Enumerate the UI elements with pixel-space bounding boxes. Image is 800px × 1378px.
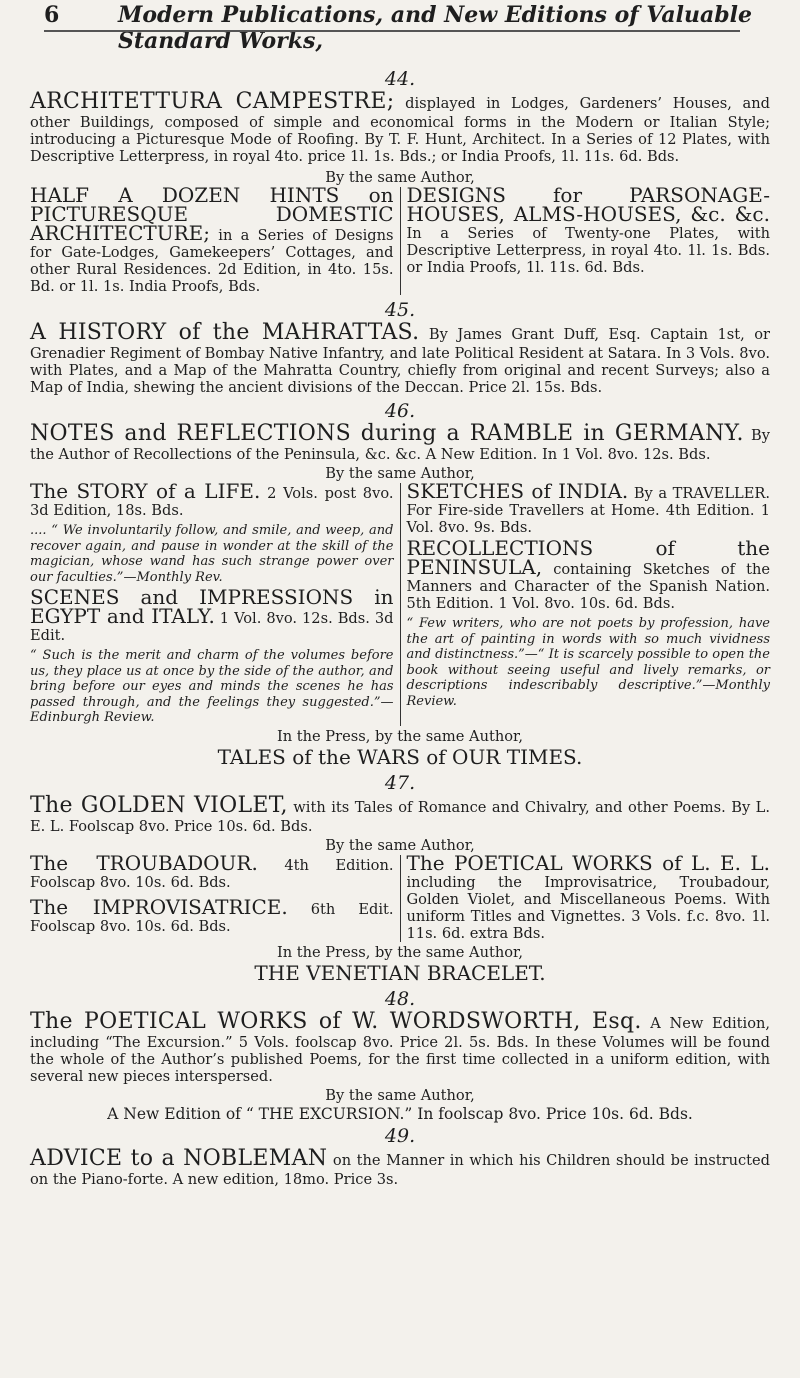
entry-44 (30, 68, 770, 295)
by-same-author: By the same Author, (325, 836, 475, 854)
entry-title: A HISTORY of the MAHRATTAS. (30, 320, 420, 345)
entry-title: The GOLDEN VIOLET, (30, 792, 288, 818)
entry-47 (30, 772, 770, 984)
entry-number: 45. (384, 299, 416, 321)
entry-text (30, 1010, 770, 1085)
column-title: HALF A DOZEN HINTS on PICTURESQUE DOMESTIC ARCHITECTURE; (30, 183, 394, 245)
column-body: 2 Vols. post 8vo. 3d Edition, 18s. Bds. (30, 485, 394, 519)
running-title: Modern Publications, and New Editions of Valuable Standard Works, (118, 2, 753, 54)
entry-title: ADVICE to a NOBLEMAN (30, 1145, 328, 1171)
page-header (30, 0, 770, 54)
entry-title: The POETICAL WORKS of W. WORDSWORTH, Esq. (30, 1008, 642, 1034)
review-quote: “ Few writers, who are not poets by profession, have the art of painting in words with so much vividness and distinctness.”—“ It is scarcely possible to open the book without seeing useful and lively remarks, or descriptions indescribably descriptive.”—Monthly Review. (406, 616, 770, 709)
column-title: DESIGNS for PARSONAGE-HOUSES, ALMS-HOUSES, &c. &c. (406, 183, 770, 226)
column-body: including the Improvisatrice, Troubadour, Golden Violet, and Miscellaneous Poems. With uniform Titles and Vignettes. 3 Vols. f.c. 8vo. 1l. 11s. 6d. extra Bds. (406, 873, 770, 942)
in-press-note: In the Press, by the same Author, (276, 727, 524, 745)
review-quote: .... “ We involuntarily follow, and smile, and weep, and recover again, and pause in wonder at the skill of the magician, whose wand has such strange power over our faculties.”—Monthly Rev. (30, 523, 394, 585)
column-body: 4th Edition. Foolscap 8vo. 10s. 6d. Bds. (30, 856, 394, 891)
entry-body: By the Author of Recollections of the Peninsula, &c. &c. A New Edition. In 1 Vol. 8vo. 12s. Bds. (30, 427, 771, 463)
column-left (30, 183, 401, 295)
entry-extra: A New Edition of “ THE EXCURSION.” In foolscap 8vo. Price 10s. 6d. Bds. (107, 1104, 693, 1123)
review-quote: “ Such is the merit and charm of the volumes before us, they place us at once by the side of the author, and bring before our eyes and minds the scenes he has passed through, and the feelings they suggested.”—Edinburgh Review. (30, 648, 394, 725)
column-title: SKETCHES of INDIA. (406, 479, 629, 503)
entry-title: NOTES and REFLECTIONS during a RAMBLE in GERMANY. (30, 421, 744, 446)
two-column-block (30, 850, 770, 942)
in-press-title: THE VENETIAN BRACELET. (254, 960, 546, 985)
entry-46 (30, 400, 770, 768)
column-left (30, 850, 401, 942)
column-left (30, 479, 401, 726)
entry-number: 46. (384, 400, 416, 422)
entry-text (30, 321, 770, 396)
column-body: 6th Edit. Foolscap 8vo. 10s. 6d. Bds. (30, 900, 394, 935)
column-body: in a Series of Designs for Gate-Lodges, Gamekeepers’ Cottages, and other Rural Residences. 2d Edition, in 4to. 15s. Bd. or 1l. 1s. India Proofs, Bds. (30, 227, 394, 295)
entry-body: with its Tales of Romance and Chivalry, and other Poems. By L. E. L. Foolscap 8vo. Price 10s. 6d. Bds. (30, 798, 770, 835)
entry-49 (30, 1125, 770, 1188)
column-right (406, 479, 771, 726)
entry-text (30, 1147, 770, 1188)
entry-body: displayed in Lodges, Gardeners’ Houses, and other Buildings, composed of simple and economical forms in the Modern or Italian Style; introducing a Picturesque Mode of Roofing. By T. F. Hunt, Architect. In a Series of 12 Plates, with Descriptive Letterpress, in royal 4to. price 1l. 1s. Bds.; or India Proofs, 1l. 11s. 6d. Bds. (30, 95, 771, 165)
by-same-author: By the same Author, (325, 465, 475, 482)
entry-body: By James Grant Duff, Esq. Captain 1st, or Grenadier Regiment of Bombay Native Infantry, and late Political Resident at Satara. In 3 Vols. 8vo. with Plates, and a Map of the Mahratta Country, chiefly from original and recent Surveys; also a Map of India, shewing the ancient divisions of the Deccan. Price 2l. 15s. Bds. (30, 326, 771, 396)
in-press-note: In the Press, by the same Author, (276, 943, 524, 961)
column-body: In a Series of Twenty-one Plates, with Descriptive Letterpress, in royal 4to. 1l. 1s. Bds. or India Proofs, 1l. 11s. 6d. Bds. (406, 225, 770, 276)
column-right (406, 183, 771, 295)
page-number: 6 (44, 2, 60, 28)
column-title: The POETICAL WORKS of L. E. L. (406, 850, 770, 875)
entry-number: 49. (384, 1124, 416, 1147)
entry-body: A New Edition, including “The Excursion.” 5 Vols. foolscap 8vo. Price 2l. 5s. Bds. In these Volumes will be found the whole of the Author’s published Poems, for the first time collected in a uniform edition, with several new pieces interspersed. (30, 1014, 771, 1085)
two-column-block (30, 183, 770, 295)
column-title: The IMPROVISATRICE. (30, 894, 288, 919)
column-title: The STORY of a LIFE. (30, 479, 261, 503)
by-same-author: By the same Author, (325, 169, 475, 186)
entry-text (30, 422, 770, 463)
column-right (406, 850, 771, 942)
entry-title: ARCHITETTURA CAMPESTRE; (30, 89, 395, 114)
column-title: The TROUBADOUR. (30, 850, 258, 875)
entry-48 (30, 988, 770, 1123)
column-title: SCENES and IMPRESSIONS in EGYPT and ITALY. (30, 585, 394, 628)
entry-number: 47. (384, 771, 416, 794)
entry-body: on the Manner in which his Children should be instructed on the Piano-forte. A new edition, 18mo. Price 3s. (30, 1151, 770, 1188)
column-body: containing Sketches of the Manners and Character of the Spanish Nation. 5th Edition. 1 Vol. 8vo. 10s. 6d. Bds. (406, 561, 770, 612)
entry-number: 48. (384, 987, 416, 1010)
header-rule (44, 30, 740, 32)
two-column-block (30, 479, 771, 726)
in-press-title: TALES of the WARS of OUR TIMES. (217, 744, 583, 769)
by-same-author: By the same Author, (325, 1086, 475, 1104)
entry-text (30, 794, 770, 835)
column-body: By a TRAVELLER. For Fire-side Travellers at Home. 4th Edition. 1 Vol. 8vo. 9s. Bds. (406, 485, 771, 536)
entry-number: 44. (384, 68, 416, 90)
column-title: RECOLLECTIONS of the PENINSULA, (406, 536, 770, 579)
entry-45 (30, 299, 770, 396)
column-body: 1 Vol. 8vo. 12s. Bds. 3d Edit. (30, 610, 394, 644)
entry-text (30, 90, 770, 165)
